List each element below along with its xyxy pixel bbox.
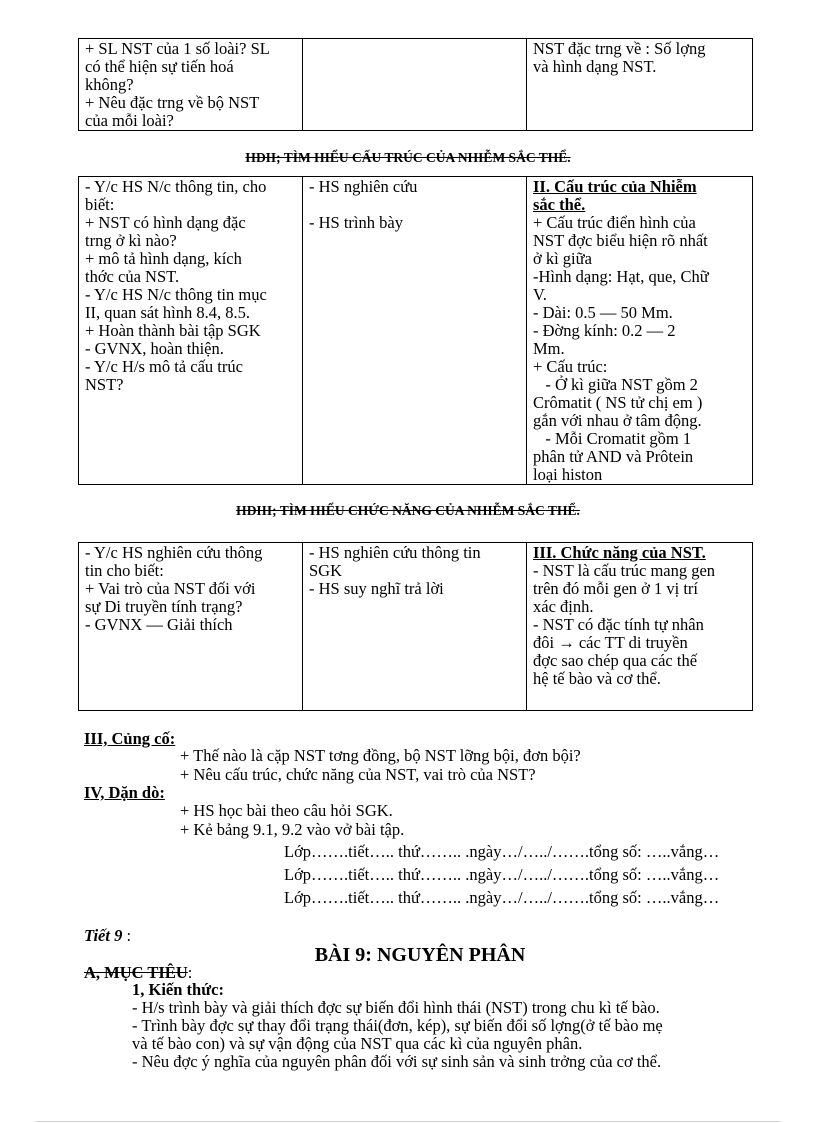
cell-line: + NST có hình dạng đặc	[85, 213, 246, 232]
cell-line: trên đó mỗi gen ở 1 vị trí	[533, 579, 698, 598]
lesson-title: BÀI 9: NGUYÊN PHÂN	[314, 944, 526, 966]
student-activity-cell	[303, 39, 527, 131]
cell-line: - HS suy nghĩ trả lời	[309, 579, 444, 598]
teacher-activity-cell	[79, 39, 303, 131]
cell-line: xác định.	[533, 597, 594, 616]
cell-line: loại histon	[533, 465, 603, 484]
content-title: sắc thể.	[533, 195, 586, 214]
objectives-heading: A, MỤC TIÊU:	[84, 963, 193, 982]
cell-line: - HS trình bày	[309, 213, 403, 232]
cell-line: + Nêu đặc trng về bộ NST	[85, 93, 260, 112]
cell-line: không?	[85, 75, 134, 94]
cell-line: thớc của NST.	[85, 267, 180, 286]
consolidation-line: + Nêu cấu trúc, chức năng của NST, vai trò của NST?	[180, 765, 536, 784]
cell-line: và hình dạng NST.	[533, 57, 657, 76]
cell-line: SGK	[309, 561, 343, 580]
cell-line: - Mỗi Cromatit gồm 1	[533, 429, 692, 448]
content-title: II. Cấu trúc của Nhiễm	[533, 177, 697, 196]
consolidation-line: + Thế nào là cặp NST tơng đồng, bộ NST lỡng bội, đơn bội?	[180, 746, 581, 765]
cell-line: + Cấu trúc điển hình của	[533, 213, 696, 232]
cell-line: - NST có đặc tính tự nhân	[533, 615, 704, 634]
cell-line: -Hình dạng: Hạt, que, Chữ	[533, 267, 709, 286]
cell-line: + Vai trò của NST đối với	[85, 579, 256, 598]
cell-line: ở kì giữa	[533, 249, 592, 268]
section-heading-structure: HĐII; TÌM HIỂU CẤU TRÚC CỦA NHIỄM SẮC THỂ.	[245, 150, 571, 165]
activity-table-2	[78, 176, 753, 485]
cell-line: II, quan sát hình 8.4, 8.5.	[85, 303, 250, 322]
cell-line: - GVNX, hoàn thiện.	[85, 339, 224, 358]
cell-line: - HS nghiên cứu	[309, 177, 418, 196]
consolidation-label: III, Củng cố:	[84, 729, 176, 748]
period-label: Tiết 9 :	[84, 926, 132, 945]
cell-line: NST đặc trng về : Số lợng	[533, 39, 706, 58]
student-activity-cell	[303, 177, 527, 485]
cell-line: gắn với nhau ở tâm động.	[533, 411, 702, 430]
page-edge-divider	[36, 1121, 780, 1122]
cell-line: đôi → các TT di truyền	[533, 633, 688, 652]
cell-line: - HS nghiên cứu thông tin	[309, 543, 481, 562]
content-cell	[527, 177, 753, 485]
cell-line: NST đợc biểu hiện rõ nhất	[533, 231, 708, 250]
attendance-line: Lớp…….tiết….. thứ…….. .ngày…/…../…….tổng số: …..vắng…	[284, 888, 720, 907]
cell-line: của mỗi loài?	[85, 111, 174, 130]
cell-line	[309, 196, 522, 214]
cell-line: phân tử AND và Prôtein	[533, 447, 694, 466]
homework-line: + HS học bài theo câu hỏi SGK.	[180, 801, 393, 820]
cell-line: - NST là cấu trúc mang gen	[533, 561, 716, 580]
cell-line: + Hoàn thành bài tập SGK	[85, 321, 261, 340]
knowledge-line: - Nêu đợc ý nghĩa của nguyên phân đối với sự sinh sản và sinh trởng của cơ thể.	[132, 1052, 662, 1071]
cell-line: + mô tả hình dạng, kích	[85, 249, 242, 268]
student-activity-cell	[303, 543, 527, 711]
cell-line: sự Di truyền tính trạng?	[85, 597, 243, 616]
attendance-line: Lớp…….tiết….. thứ…….. .ngày…/…../…….tổng số: …..vắng…	[284, 865, 720, 884]
section-heading-function: HĐIII; TÌM HIỂU CHỨC NĂNG CỦA NHIỄM SẮC THỂ.	[236, 503, 580, 518]
cell-line: - Y/c HS nghiên cứu thông	[85, 543, 263, 562]
cell-line: NST?	[85, 375, 124, 394]
cell-line: V.	[533, 285, 547, 304]
cell-line: - Dài: 0.5 — 50 Mm.	[533, 303, 673, 322]
knowledge-line: - H/s trình bày và giải thích đợc sự biến đổi hình thái (NST) trong chu kì tế bào.	[132, 998, 660, 1017]
knowledge-line: và tế bào con) và sự vận động của NST qua các kì của nguyên phân.	[132, 1034, 583, 1053]
cell-line: - GVNX — Giải thích	[85, 615, 233, 634]
cell-line: - Đờng kính: 0.2 — 2	[533, 321, 676, 340]
activity-table-3	[78, 542, 753, 711]
content-title: III. Chức năng của NST.	[533, 543, 706, 562]
teacher-activity-cell	[79, 177, 303, 485]
cell-line: Crômatit ( NS tử chị em )	[533, 393, 703, 412]
cell-line: - Y/c HS N/c thông tin, cho	[85, 177, 267, 196]
activity-table-1	[78, 38, 753, 131]
cell-line: trng ở kì nào?	[85, 231, 177, 250]
attendance-line: Lớp…….tiết….. thứ…….. .ngày…/…../…….tổng số: …..vắng…	[284, 842, 720, 861]
cell-line: tin cho biết:	[85, 561, 164, 580]
cell-line: biết:	[85, 195, 115, 214]
cell-line: - Y/c H/s mô tả cấu trúc	[85, 357, 243, 376]
cell-line: + SL NST của 1 số loài? SL	[85, 39, 270, 58]
homework-line: + Kẻ bảng 9.1, 9.2 vào vở bài tập.	[180, 820, 405, 839]
teacher-activity-cell	[79, 543, 303, 711]
cell-line: có thể hiện sự tiến hoá	[85, 57, 234, 76]
knowledge-line: - Trình bày đợc sự thay đổi trạng thái(đơn, kép), sự biến đổi số lợng(ở tế bào mẹ	[132, 1016, 663, 1035]
cell-line: Mm.	[533, 339, 565, 358]
cell-line: đợc sao chép qua các thế	[533, 651, 698, 670]
cell-line: hệ tế bào và cơ thể.	[533, 669, 661, 688]
cell-line: - Y/c HS N/c thông tin mục	[85, 285, 267, 304]
content-cell	[527, 543, 753, 711]
knowledge-heading: 1, Kiến thức:	[132, 980, 224, 999]
cell-line: + Cấu trúc:	[533, 357, 608, 376]
cell-line: - Ở kì giữa NST gồm 2	[533, 375, 698, 394]
homework-label: IV, Dặn dò:	[84, 783, 165, 802]
content-cell	[527, 39, 753, 131]
